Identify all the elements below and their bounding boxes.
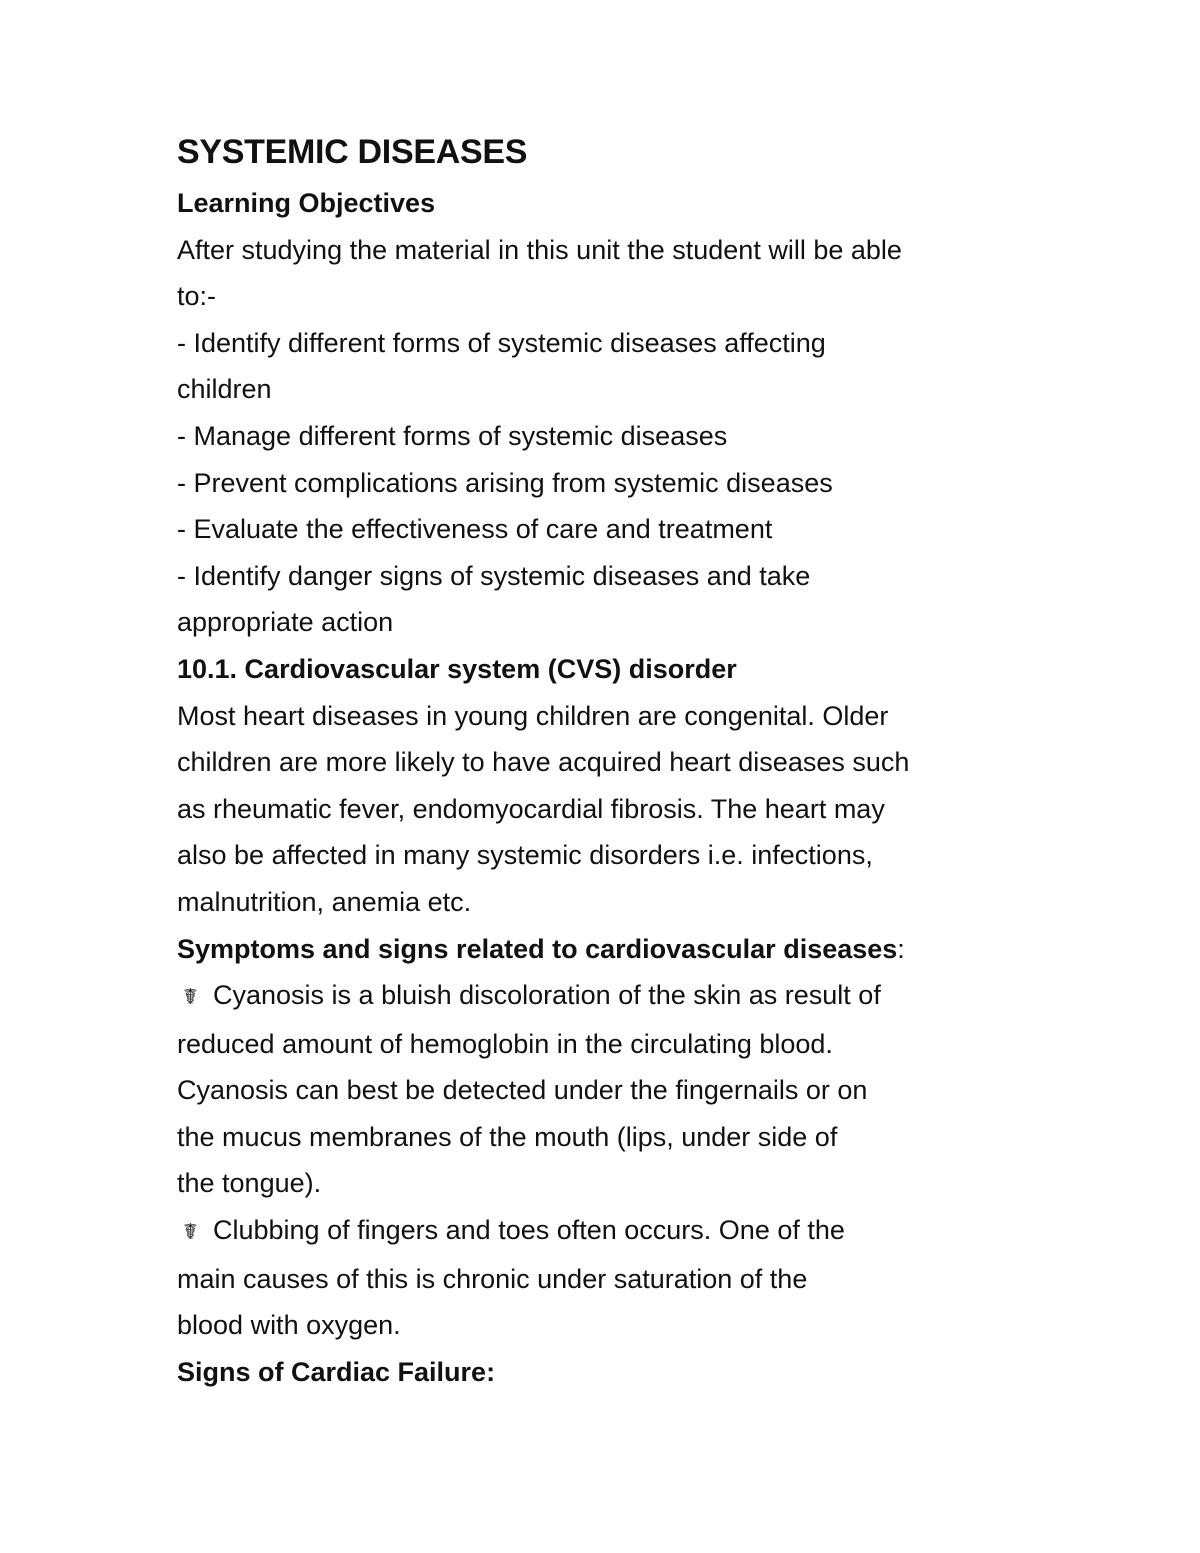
symptoms-heading: Symptoms and signs related to cardiovascular diseases bbox=[177, 933, 898, 964]
caduceus-bullet-icon: ☤ bbox=[183, 984, 198, 1010]
bullet-text: Cyanosis is a bluish discoloration of the skin as result of bbox=[213, 980, 881, 1011]
objective-line: - Identify different forms of systemic diseases affecting bbox=[177, 327, 826, 358]
symptoms-heading-line bbox=[177, 926, 1057, 973]
objective-line: appropriate action bbox=[177, 607, 394, 638]
bullet-continuation: the tongue). bbox=[177, 1168, 322, 1199]
bullet-continuation: the mucus membranes of the mouth (lips, under side of bbox=[177, 1121, 838, 1152]
bullet-continuation: Cyanosis can best be detected under the fingernails or on bbox=[177, 1075, 868, 1106]
intro-line: to:- bbox=[177, 281, 217, 312]
caduceus-bullet-icon: ☤ bbox=[183, 1219, 198, 1245]
document-page bbox=[177, 128, 1057, 1395]
bullet-item bbox=[177, 1207, 1057, 1256]
objective-line: - Identify danger signs of systemic diseases and take bbox=[177, 560, 811, 591]
cardiac-failure-heading: Signs of Cardiac Failure: bbox=[177, 1356, 496, 1387]
section-heading: 10.1. Cardiovascular system (CVS) disorder bbox=[177, 653, 737, 684]
intro-line: After studying the material in this unit the student will be able bbox=[177, 234, 902, 265]
symptoms-colon: : bbox=[897, 933, 905, 964]
bullet-text: Clubbing of fingers and toes often occurs. One of the bbox=[213, 1215, 845, 1246]
bullet-continuation: main causes of this is chronic under saturation of the bbox=[177, 1263, 808, 1294]
bullet-continuation: blood with oxygen. bbox=[177, 1310, 401, 1341]
objectives-heading: Learning Objectives bbox=[177, 188, 436, 218]
objective-line: - Evaluate the effectiveness of care and treatment bbox=[177, 514, 773, 545]
bullet-continuation: reduced amount of hemoglobin in the circulating blood. bbox=[177, 1028, 833, 1059]
paragraph-line: as rheumatic fever, endomyocardial fibrosis. The heart may bbox=[177, 793, 885, 824]
paragraph-line: Most heart diseases in young children are congenital. Older bbox=[177, 700, 889, 731]
objective-line: children bbox=[177, 374, 272, 405]
objective-line: - Manage different forms of systemic diseases bbox=[177, 420, 728, 451]
paragraph-line: malnutrition, anemia etc. bbox=[177, 886, 472, 917]
bullet-item bbox=[177, 972, 1057, 1021]
paragraph-line: also be affected in many systemic disorders i.e. infections, bbox=[177, 840, 873, 871]
objective-line: - Prevent complications arising from systemic diseases bbox=[177, 467, 833, 498]
paragraph-line: children are more likely to have acquired heart diseases such bbox=[177, 747, 910, 778]
document-title: SYSTEMIC DISEASES bbox=[177, 133, 528, 171]
